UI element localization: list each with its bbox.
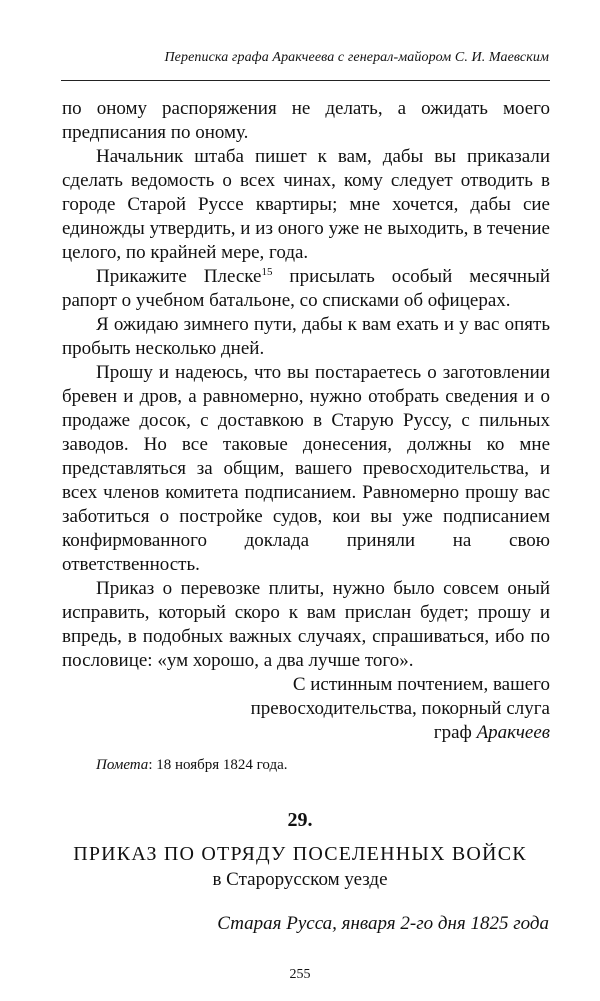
- document-subtitle: в Старорусском уезде: [212, 869, 388, 890]
- running-title: Переписка графа Аракчеева с генерал-майором С. И. Маевским: [164, 50, 549, 65]
- paragraph-3: [62, 265, 550, 313]
- document-number: 29.: [287, 809, 313, 831]
- paragraph-1: по оному распоряжения не делать, а ожидать моего предписания по оному.: [62, 98, 550, 143]
- paragraph-3-start: Прикажите Плеске: [96, 266, 262, 287]
- note-text: : 18 ноября 1824 года.: [148, 757, 288, 773]
- paragraph-2: Начальник штаба пишет к вам, дабы вы приказали сделать ведомость о всех чинах, кому следует отводить в городе Старой Руссе квартиры; мне хочется, дабы сие единожды утвердить, и из оного уже не выходить, в течение целого, по крайней мере, года.: [62, 146, 550, 263]
- annotation-note: [96, 757, 288, 774]
- page-number: 255: [289, 967, 311, 982]
- footnote-marker: 15: [261, 266, 273, 278]
- paragraph-6: Приказ о перевозке плиты, нужно было совсем оный исправить, который скоро к вам прислан будет; прошу и впредь, в подобных важных случаях, спрашиваться, ибо по пословице: «ум хорошо, а два лучше того».: [62, 578, 550, 671]
- paragraph-3-rest: присылать особый месячный рапорт о учебном батальоне, со списками об офицерах.: [62, 266, 551, 311]
- paragraph-4: Я ожидаю зимнего пути, дабы к вам ехать и у вас опять пробыть несколько дней.: [62, 314, 550, 359]
- header-rule: [61, 80, 550, 81]
- signature: [62, 721, 550, 745]
- signature-name: Аракчеев: [476, 722, 550, 743]
- closing-line-2: превосходительства, покорный слуга: [250, 698, 550, 719]
- place-date: Старая Русса, января 2-го дня 1825 года: [217, 913, 549, 934]
- paragraph-5: Прошу и надеюсь, что вы постараетесь о заготовлении бревен и дров, а равномерно, нужно отобрать сведения и о продаже досок, с доставкою в Старую Руссу, с пильных заводов. Но все таковые донесения, должны ко мне представляться за общим, вашего превосходительства, и всех членов комитета подписанием. Равномерно прошу вас заботиться о постройке судов, кои вы уже подписанием конфирмованного доклада приняли на свою ответственность.: [62, 362, 550, 575]
- letter-body: [62, 97, 550, 745]
- closing-line-1: С истинным почтением, вашего: [292, 674, 550, 695]
- signature-title: граф: [433, 722, 477, 743]
- note-label: Помета: [96, 757, 149, 773]
- document-title: ПРИКАЗ ПО ОТРЯДУ ПОСЕЛЕННЫХ ВОЙСК: [73, 843, 527, 865]
